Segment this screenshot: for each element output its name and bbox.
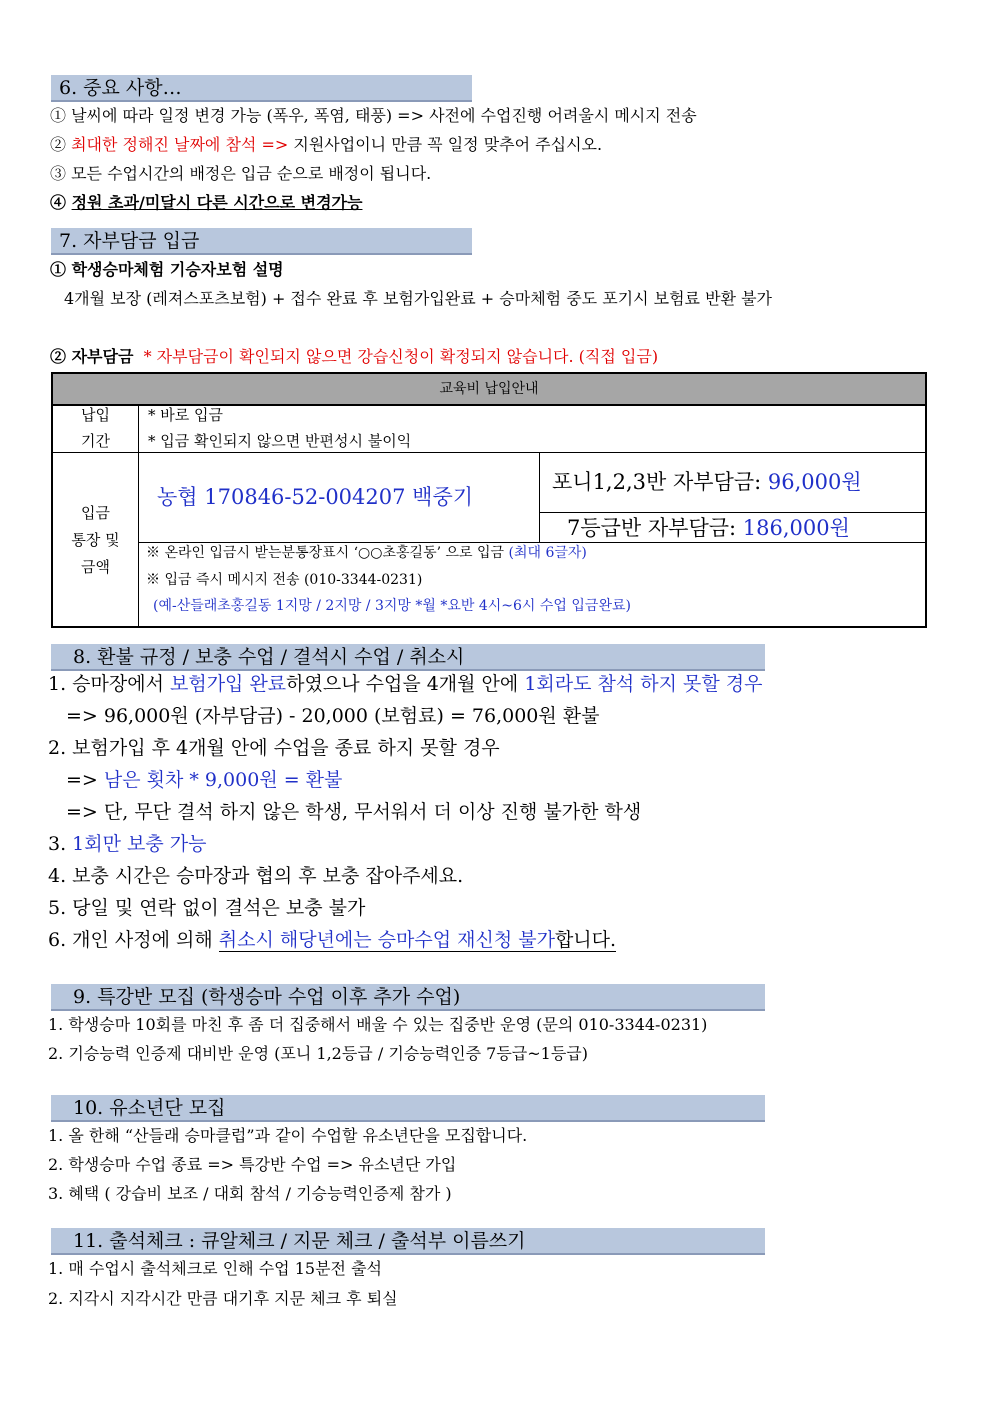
s6-l2-rest: 지원사업이니 만큼 꼭 일정 맞추어 주십시오. (288, 135, 603, 154)
s6-line-1: ① 날씨에 따라 일정 변경 가능 (폭우, 폭염, 태풍) => 사전에 수업진행 어려울시 메시지 전송 (50, 106, 697, 125)
s8-line-9 (48, 929, 616, 951)
note-1 (146, 542, 587, 564)
s8-l6-a: 3. (48, 833, 73, 855)
s6-l4-num: ④ (50, 193, 72, 212)
s6-l4-underlined: 정원 초과/미달시 다른 시간으로 변경가능 (71, 193, 363, 212)
s9-line-1: 1. 학생승마 10회를 마친 후 좀 더 집중해서 배울 수 있는 집중반 운영 (문의 010-3344-0231) (48, 1015, 708, 1034)
s8-l9-a: 6. 개인 사정에 의해 (48, 929, 219, 951)
s8-line-3: 2. 보험가입 후 4개월 안에 수업을 종료 하지 못할 경우 (48, 737, 500, 759)
s7-l3-label: ② 자부담금 (50, 347, 134, 366)
note-1-limit: (최대 6글자) (508, 545, 587, 561)
s8-line-4 (66, 769, 342, 791)
s7-line-3 (50, 346, 658, 368)
note-3: (예-산들래초홍길동 1지망 / 2지망 / 3지망 *월 *요반 4시~6시 수업 입금완료) (153, 598, 631, 614)
s8-l4-a: => (66, 769, 104, 791)
account-label-1: 입금 (81, 504, 110, 522)
fee-pony-label: 포니1,2,3반 자부담금: (552, 470, 768, 494)
s10-line-1: 1. 올 한해 “산들래 승마클럽”과 같이 수업할 유소년단을 모집합니다. (48, 1126, 528, 1145)
s8-l4-b: 남은 횟차 * 9,000원 = 환불 (103, 769, 343, 791)
s8-l1-d: 1회라도 참석 하지 못할 경우 (524, 673, 763, 695)
s8-line-1 (48, 673, 762, 695)
table-header: 교육비 납입안내 (53, 374, 925, 406)
s10-line-2: 2. 학생승마 수업 종료 => 특강반 수업 => 유소년단 가입 (48, 1155, 457, 1174)
period-label-1: 납입 (81, 406, 110, 424)
s6-l2-red: 최대한 정해진 날짜에 참석 => (71, 135, 289, 154)
s8-line-5: => 단, 무단 결석 하지 않은 학생, 무서워서 더 이상 진행 불가한 학생 (66, 801, 642, 823)
s11-line-2: 2. 지각시 지각시간 만큼 대기후 지문 체크 후 퇴실 (48, 1289, 398, 1308)
s6-line-3: ③ 모든 수업시간의 배정은 입금 순으로 배정이 됩니다. (50, 164, 432, 183)
fee-pony-value: 96,000원 (767, 470, 862, 494)
section-8-heading: 8. 환불 규정 / 보충 수업 / 결석시 수업 / 취소시 (51, 644, 765, 671)
s6-line-4 (50, 192, 362, 214)
period-label-2: 기간 (81, 432, 110, 450)
account-label-2: 통장 및 (71, 531, 120, 549)
s8-line-6 (48, 833, 206, 855)
note-1-text: ※ 온라인 입금시 받는분통장표시 ‘○○초홍길동’ 으로 입금 (146, 545, 509, 561)
s8-l6-b: 1회만 보충 가능 (72, 833, 207, 855)
s8-l9-c: 합니다. (554, 929, 617, 951)
s6-line-2 (50, 134, 602, 156)
s8-l1-c: 하였으나 수업을 4개월 안에 (286, 673, 525, 695)
s8-line-7: 4. 보충 시간은 승마장과 협의 후 보충 잡아주세요. (48, 865, 464, 887)
section-11-heading: 11. 출석체크 : 큐알체크 / 지문 체크 / 출석부 이름쓰기 (51, 1228, 765, 1255)
s7-line-2: 4개월 보장 (레져스포츠보험) + 접수 완료 후 보험가입완료 + 승마체험 중도 포기시 보험료 반환 불가 (64, 289, 773, 308)
fee-pony (552, 466, 862, 498)
s9-line-2: 2. 기승능력 인증제 대비반 운영 (포니 1,2등급 / 기승능력인증 7등급~1등급) (48, 1044, 588, 1063)
period-1: * 바로 입금 (148, 406, 223, 424)
s8-l9-b: 취소시 해당년에는 승마수업 재신청 불가 (218, 929, 555, 951)
s8-l1-a: 1. 승마장에서 (48, 673, 170, 695)
account-label-3: 금액 (81, 558, 110, 576)
bank-account: 농협 170846-52-004207 백중기 (157, 485, 474, 509)
fee-grade7-label: 7등급반 자부담금: (567, 516, 743, 540)
s10-line-3: 3. 혜택 ( 강습비 보조 / 대회 참석 / 기승능력인증제 참가 ) (48, 1184, 452, 1203)
period-2: * 입금 확인되지 않으면 반편성시 불이익 (148, 432, 412, 450)
s7-l3-red: * 자부담금이 확인되지 않으면 강습신청이 확정되지 않습니다. (직접 입금) (143, 347, 659, 366)
section-9-heading: 9. 특강반 모집 (학생승마 수업 이후 추가 수업) (51, 984, 765, 1011)
fee-grade7-value: 186,000원 (742, 516, 850, 540)
s7-line-1: ① 학생승마체험 기승자보험 설명 (50, 260, 284, 279)
s8-line-8: 5. 당일 및 연락 없이 결석은 보충 불가 (48, 897, 366, 919)
s6-l2-num: ② (50, 135, 72, 154)
section-10-heading: 10. 유소년단 모집 (51, 1095, 765, 1122)
section-6-heading: 6. 중요 사항… (51, 75, 472, 102)
note-2: ※ 입금 즉시 메시지 전송 (010-3344-0231) (146, 572, 423, 588)
payment-table (51, 372, 927, 628)
s8-line-2: => 96,000원 (자부담금) - 20,000 (보험료) = 76,000원 환불 (66, 705, 600, 727)
s8-l1-b: 보험가입 완료 (169, 673, 287, 695)
section-7-heading: 7. 자부담금 입금 (51, 228, 472, 255)
fee-grade7 (567, 512, 850, 544)
s11-line-1: 1. 매 수업시 출석체크로 인해 수업 15분전 출석 (48, 1259, 382, 1278)
